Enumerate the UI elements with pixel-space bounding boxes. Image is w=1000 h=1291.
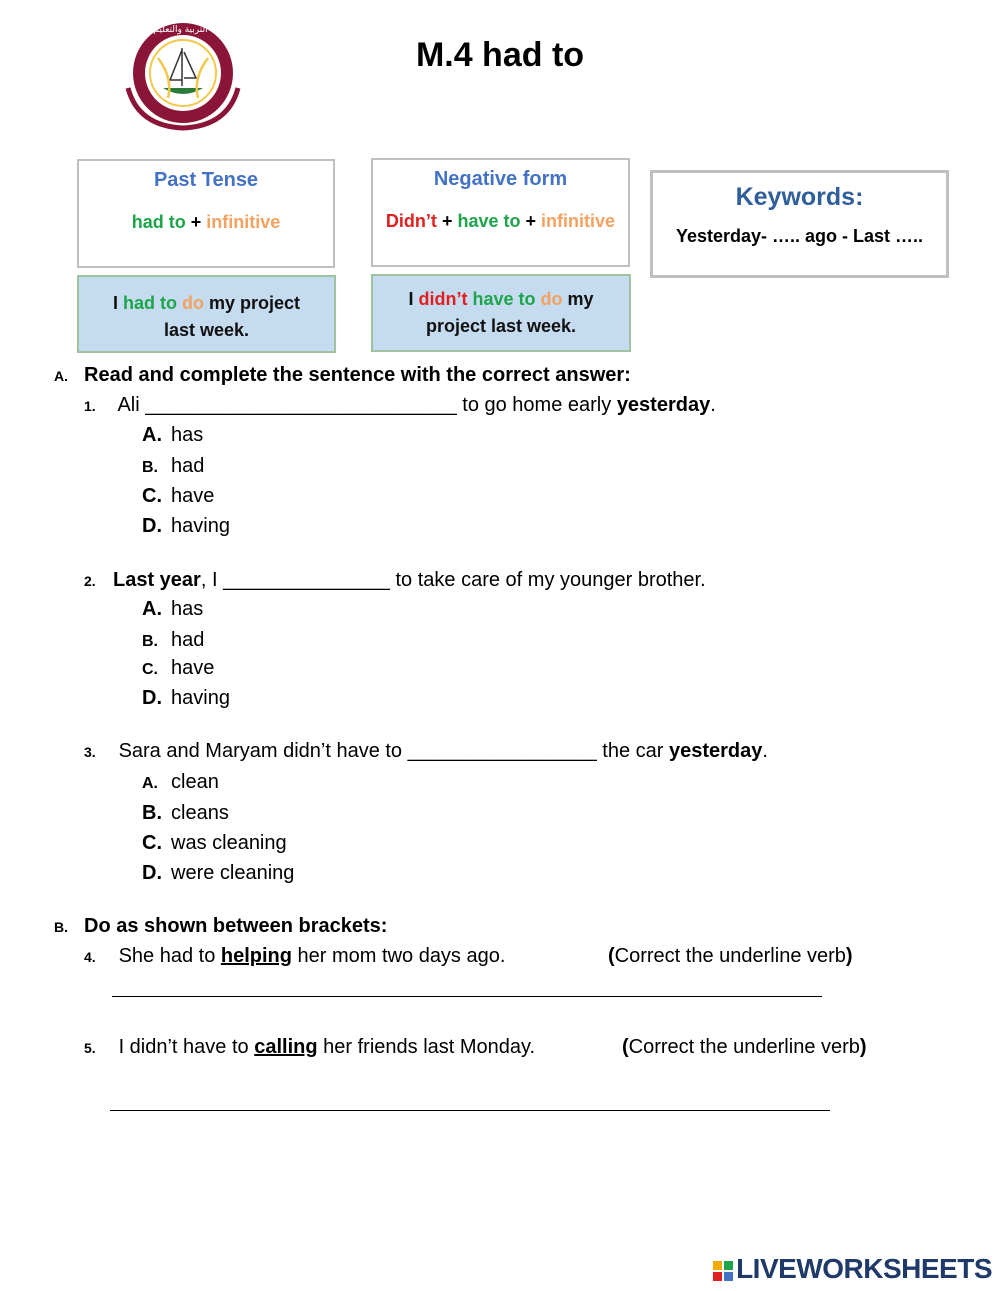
section-a-heading: A. Read and complete the sentence with the correct answer: xyxy=(54,364,631,386)
example-box-affirmative: I had to do my project last week. xyxy=(77,275,336,353)
answer-blank[interactable]: _______________ xyxy=(223,569,390,591)
option-3d[interactable]: D. were cleaning xyxy=(142,862,295,884)
question-2: 2. Last year, I _______________ to take care of my younger brother. xyxy=(84,569,706,591)
option-1b[interactable]: B. had xyxy=(142,455,205,477)
example-do: do xyxy=(182,293,204,313)
negative-form-box xyxy=(371,158,630,267)
section-b-heading: B. Do as shown between brackets: xyxy=(54,915,388,937)
keywords-heading: Keywords: xyxy=(735,183,864,211)
question-3: 3. Sara and Maryam didn’t have to _________________ the car yesterday. xyxy=(84,740,768,762)
past-tense-box xyxy=(77,159,335,268)
answer-line-5[interactable] xyxy=(110,1110,830,1111)
option-2b[interactable]: B. had xyxy=(142,629,205,651)
svg-text:دولة قطر وزارة التربية والتعلي: دولة قطر وزارة التربية والتعليم والتعليم العالي xyxy=(96,25,270,35)
option-2c[interactable]: C. have xyxy=(142,657,215,679)
page-title: M.4 had to xyxy=(415,36,585,74)
question-5-instruction: (Correct the underline verb) xyxy=(622,1036,867,1058)
option-1d[interactable]: D. having xyxy=(142,515,230,537)
example-had-to: had to xyxy=(122,293,177,313)
negative-form-heading: Negative form xyxy=(433,168,568,190)
question-1: 1. Ali ____________________________ to go home early yesterday. xyxy=(84,394,716,416)
keywords-text: Yesterday- ….. ago - Last ….. xyxy=(675,226,924,246)
option-3b[interactable]: B. cleans xyxy=(142,802,229,824)
option-3c[interactable]: C. was cleaning xyxy=(142,832,287,854)
formula-plus: + xyxy=(525,211,537,231)
formula-infinitive: infinitive xyxy=(541,211,616,231)
past-tense-heading: Past Tense xyxy=(153,169,259,191)
past-tense-formula xyxy=(79,212,333,233)
formula-didnt: Didn’t xyxy=(385,211,437,231)
question-4-instruction: (Correct the underline verb) xyxy=(608,945,853,967)
answer-blank[interactable]: _________________ xyxy=(407,740,597,762)
example-didnt: didn’t xyxy=(418,289,468,309)
negative-form-formula xyxy=(373,211,628,232)
keywords-box xyxy=(650,170,949,278)
example-box-negative: I didn’t have to do my project last week. xyxy=(371,274,631,352)
answer-line-4[interactable] xyxy=(112,996,822,997)
option-1a[interactable]: A. has xyxy=(142,424,204,446)
formula-plus: + xyxy=(190,212,202,232)
underlined-verb: calling xyxy=(254,1036,318,1058)
option-1c[interactable]: C. have xyxy=(142,485,215,507)
option-2a[interactable]: A. has xyxy=(142,598,204,620)
formula-infinitive: infinitive xyxy=(206,212,281,232)
formula-had-to: had to xyxy=(131,212,186,232)
liveworksheets-logo: LIVEWORKSHEETS xyxy=(712,1253,992,1285)
question-4: 4. She had to helping her mom two days ago. xyxy=(84,945,506,967)
example-do: do xyxy=(540,289,563,309)
question-5: 5. I didn’t have to calling her friends last Monday. xyxy=(84,1036,536,1058)
option-3a[interactable]: A. clean xyxy=(142,771,219,793)
underlined-verb: helping xyxy=(220,945,292,967)
brand-squares-icon xyxy=(712,1260,736,1282)
formula-plus: + xyxy=(441,211,453,231)
answer-blank[interactable]: ____________________________ xyxy=(145,394,457,416)
formula-have-to: have to xyxy=(457,211,521,231)
option-2d[interactable]: D. having xyxy=(142,687,230,709)
example-have-to: have to xyxy=(472,289,536,309)
